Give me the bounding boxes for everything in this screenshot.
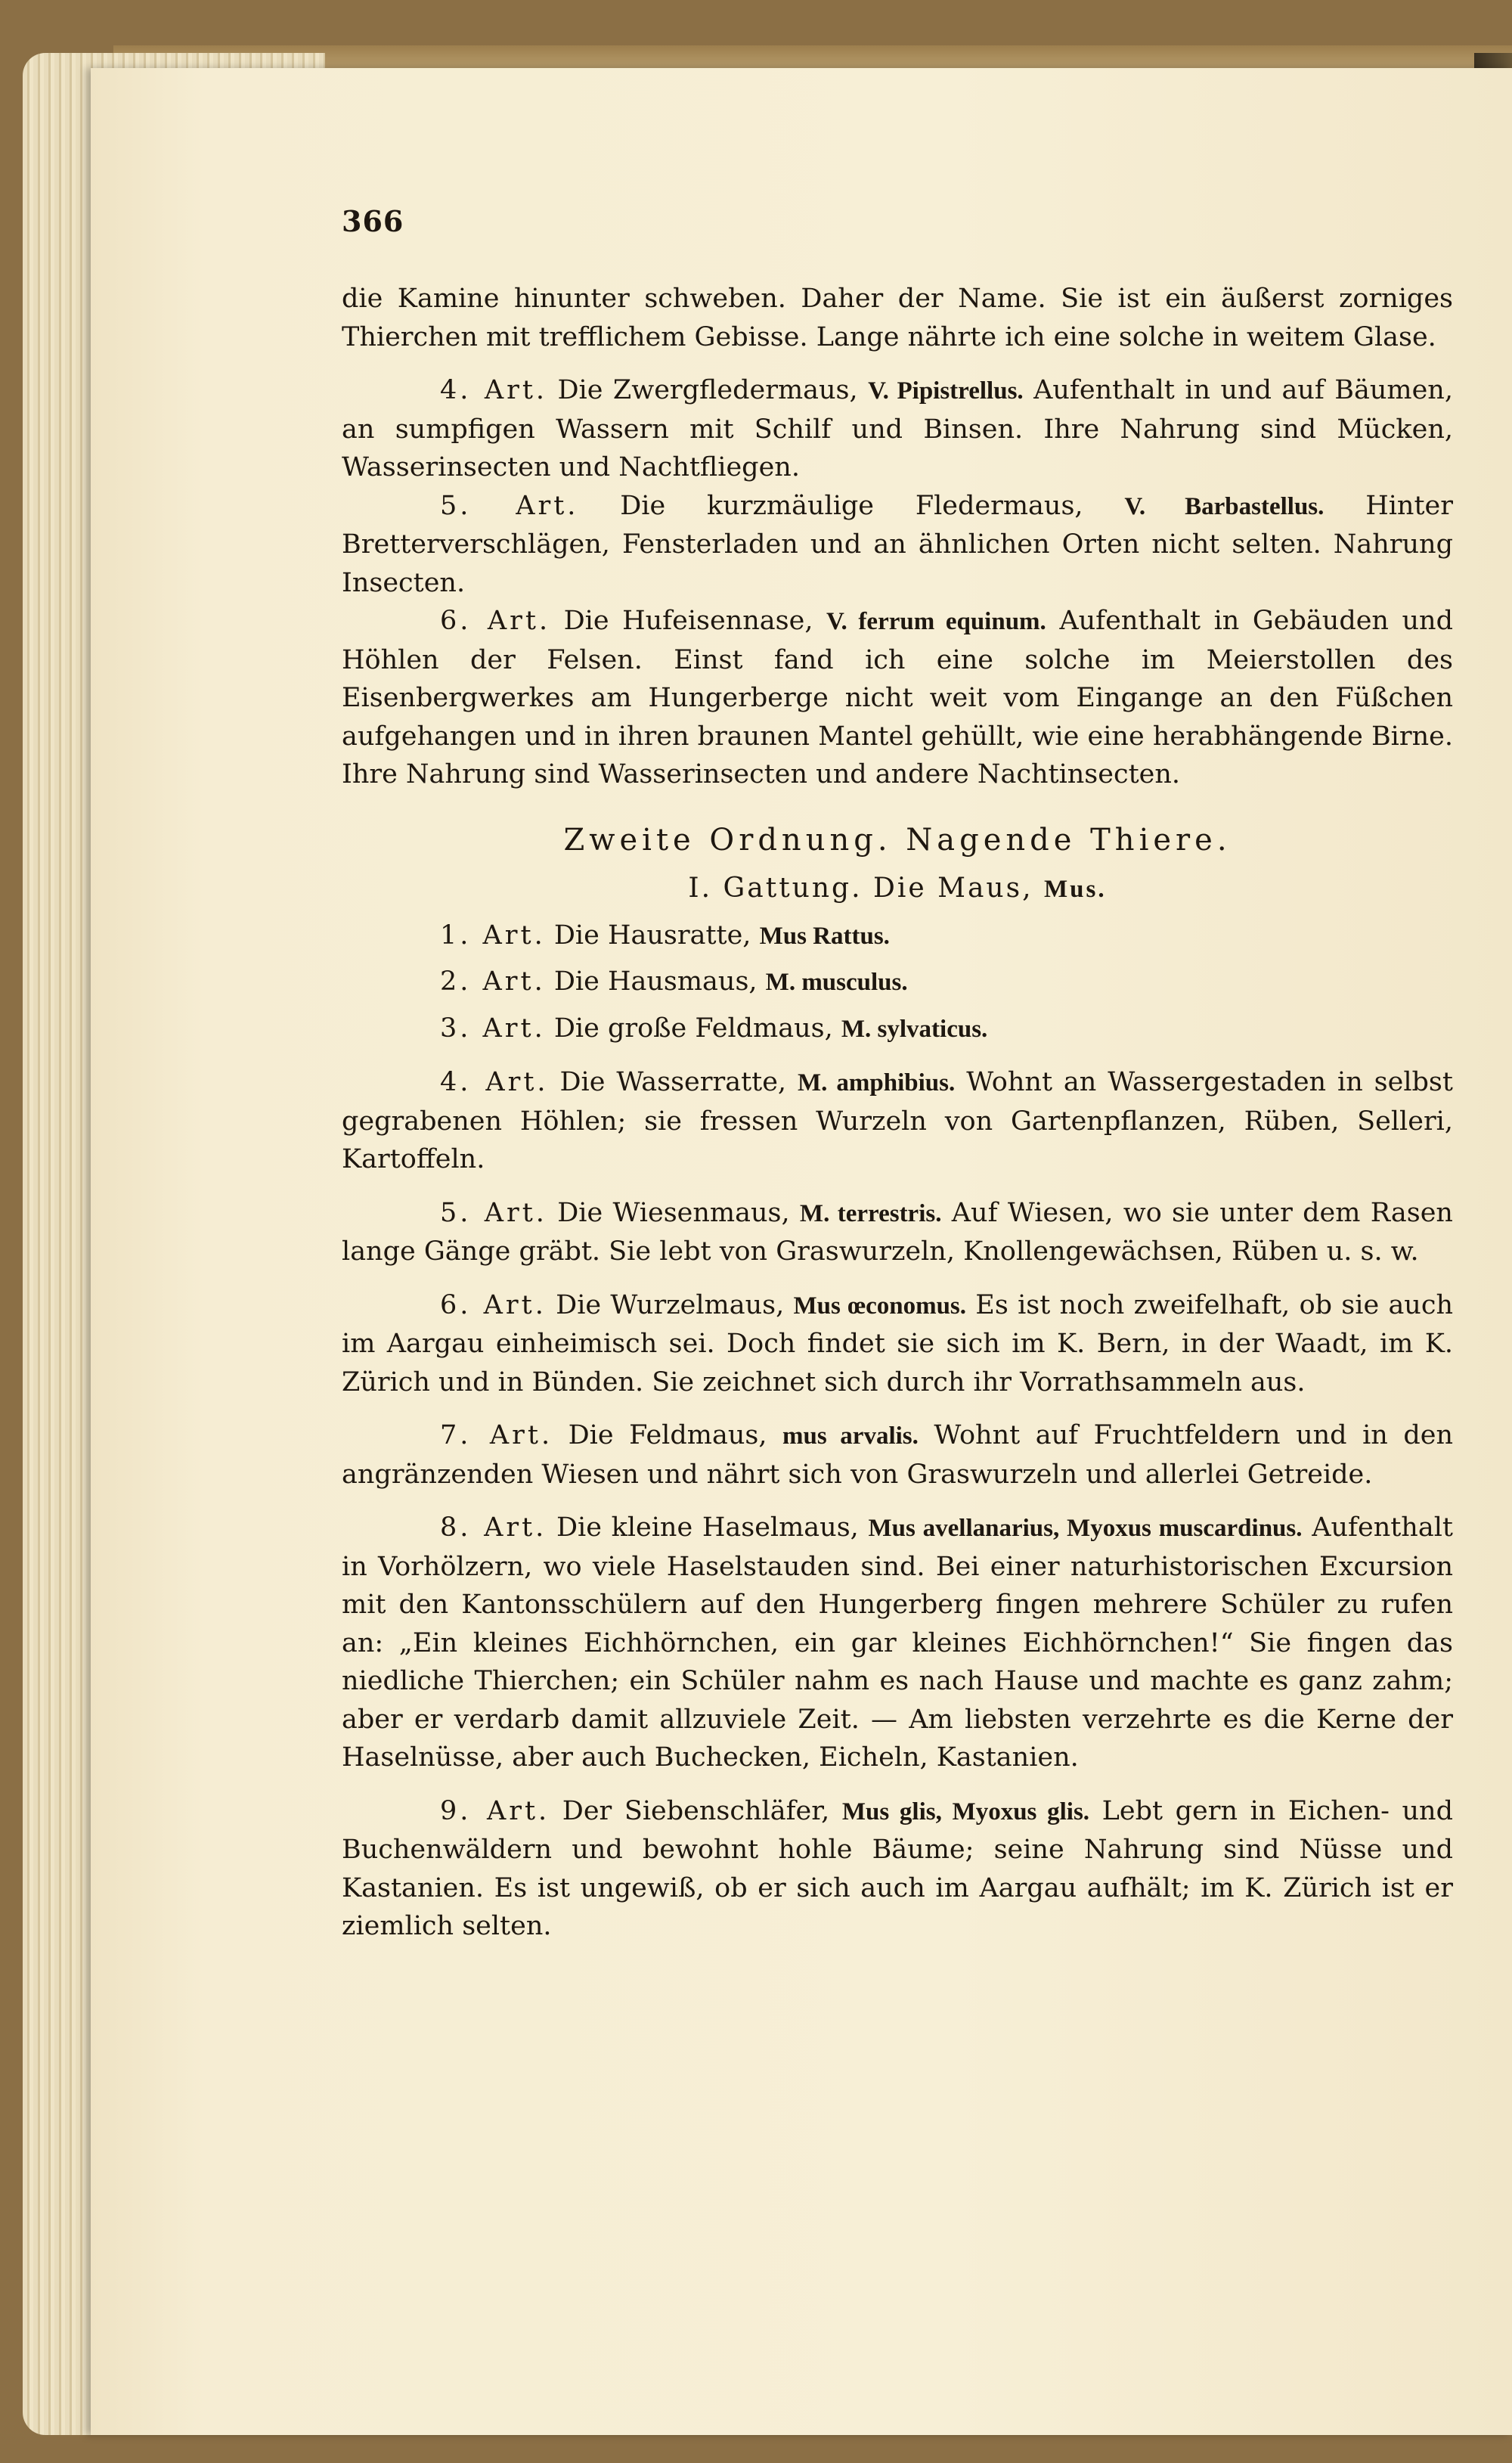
species-description: Auf Wiesen, wo sie unter dem Rasen lange Gänge gräbt. Sie lebt von Graswurzeln, Knollengewächsen, Rüben u. s. w.: [342, 1197, 1453, 1267]
latin-name: Mus œconomus.: [793, 1292, 967, 1320]
art-number: 7. Art.: [440, 1420, 553, 1450]
species-name: Die Hufeisennase,: [563, 606, 813, 636]
latin-name: mus arvalis.: [782, 1422, 919, 1450]
latin-name: M. musculus.: [765, 969, 908, 996]
latin-name: M. sylvaticus.: [841, 1015, 988, 1043]
species-description: Aufenthalt in Gebäuden und Höhlen der Felsen. Einst fand ich eine solche im Meierstollen des Eisenbergwerkes am Hungerberge nicht weit vom Eingange an den Füßchen aufgehangen und in ihren braunen Mantel gehüllt, wie eine herabhängende Birne. Ihre Nahrung sind Wasserinsecten und andere Nachtinsecten.: [342, 606, 1453, 789]
species-name: Die Zwergfledermaus,: [557, 375, 858, 405]
art-number: 5. Art.: [440, 490, 579, 521]
species-name: Die Feldmaus,: [568, 1420, 767, 1450]
paragraph-continuation: die Kamine hinunter schweben. Daher der Name. Sie ist ein äußerst zorniges Thierchen mit trefflichem Gebisse. Lange nährte ich eine solche in weitem Glase.: [342, 284, 1453, 352]
paragraph-art-5-wiesenmaus: [342, 1194, 1453, 1271]
paragraph-art-6-wurzelmaus: [342, 1286, 1453, 1402]
species-name: Die Wurzelmaus,: [556, 1289, 785, 1320]
species-name: Die kurzmäulige Fledermaus,: [620, 490, 1083, 521]
art-number: 8. Art.: [440, 1512, 547, 1543]
page-text: [342, 280, 1453, 1946]
latin-name: Mus glis, Myoxus glis.: [841, 1798, 1090, 1826]
species-description: Aufenthalt in Vorhölzern, wo viele Haselstauden sind. Bei einer naturhistorischen Excursion mit den Kantonsschülern auf den Hungerberg fingen mehrere Schüler zu rufen an: „Ein kleines Eichhörnchen, ein gar kleines Eichhörnchen!“ Sie fingen das niedliche Thierchen; ein Schüler nahm es nach Hause und machte es ganz zahm; aber er verdarb damit allzuviele Zeit. — Am liebsten verzehrte es die Kerne der Haselnüsse, aber auch Buchecken, Eicheln, Kastanien.: [342, 1512, 1453, 1773]
genus-label: I. Gattung.: [688, 873, 863, 904]
paragraph-art-4-zwergfledermaus: [342, 371, 1453, 487]
species-description: Hinter Bretterverschlägen, Fensterladen und an ähnlichen Orten nicht selten. Nahrung Insecten.: [342, 490, 1453, 598]
genus-latin: Mus.: [1044, 876, 1107, 903]
species-name: Die große Feldmaus,: [553, 1013, 833, 1044]
species-description: Wohnt an Wassergestaden in selbst gegrabenen Höhlen; sie fressen Wurzeln von Gartenpflanzen, Rüben, Selleri, Kartoffeln.: [342, 1067, 1453, 1174]
paragraph-art-7-feldmaus: [342, 1416, 1453, 1494]
latin-name: V. ferrum equinum.: [826, 608, 1046, 635]
latin-name: Mus Rattus.: [759, 922, 890, 950]
species-description: Lebt gern in Eichen- und Buchenwäldern und bewohnt hohle Bäume; seine Nahrung sind Nüsse und Kastanien. Es ist ungewiß, ob er sich auch im Aargau aufhält; im K. Zürich ist er ziemlich selten.: [342, 1795, 1453, 1941]
art-number: 4. Art.: [440, 1067, 549, 1097]
art-number: 5. Art.: [440, 1197, 547, 1228]
species-short-list: [342, 917, 1453, 1049]
list-item: [342, 963, 1453, 1002]
art-number: 4. Art.: [440, 375, 548, 405]
art-number: 9. Art.: [440, 1795, 550, 1826]
order-heading: Zweite Ordnung. Nagende Thiere.: [563, 822, 1232, 858]
latin-name: V. Pipistrellus.: [868, 377, 1024, 405]
genus-heading: [342, 870, 1453, 909]
latin-name: V. Barbastellus.: [1124, 492, 1325, 520]
genus-name: Die Maus,: [872, 873, 1033, 904]
paragraph-art-5-barbastellus: [342, 487, 1453, 603]
species-name: Die Hausmaus,: [553, 966, 758, 997]
species-name: Die Wiesenmaus,: [557, 1197, 790, 1228]
species-name: Die kleine Haselmaus,: [556, 1512, 859, 1543]
paragraph-art-4-wasserratte: [342, 1063, 1453, 1179]
art-number: 2. Art.: [440, 966, 546, 997]
latin-name: Mus avellanarius, Myoxus muscardinus.: [868, 1515, 1303, 1542]
art-number: 6. Art.: [440, 606, 551, 636]
species-description: Aufenthalt in und auf Bäumen, an sumpfigen Wassern mit Schilf und Binsen. Ihre Nahrung sind Mücken, Wasserinsecten und Nachtfliegen.: [342, 375, 1453, 482]
latin-name: M. terrestris.: [799, 1199, 942, 1227]
list-item: [342, 1010, 1453, 1049]
list-item: [342, 917, 1453, 956]
species-name: Der Siebenschläfer,: [562, 1795, 830, 1826]
species-name: Die Hausratte,: [553, 920, 751, 951]
art-number: 1. Art.: [440, 920, 546, 951]
latin-name: M. amphibius.: [797, 1069, 956, 1097]
paragraph-art-6-hufeisennase: [342, 602, 1453, 794]
art-number: 3. Art.: [440, 1013, 546, 1044]
species-description: Wohnt auf Fruchtfeldern und in den angränzenden Wiesen und nährt sich von Graswurzeln und allerlei Getreide.: [342, 1420, 1453, 1490]
species-name: Die Wasserratte,: [559, 1067, 787, 1097]
page-number: 366: [342, 204, 404, 238]
paragraph-art-8-haselmaus: [342, 1509, 1453, 1777]
species-description: Es ist noch zweifelhaft, ob sie auch im Aargau einheimisch sei. Doch findet sie sich im K. Bern, in der Waadt, im K. Zürich und in Bünden. Sie zeichnet sich durch ihr Vorrathsammeln aus.: [342, 1289, 1453, 1397]
art-number: 6. Art.: [440, 1289, 547, 1320]
paragraph-art-9-siebenschlaefer: [342, 1792, 1453, 1946]
